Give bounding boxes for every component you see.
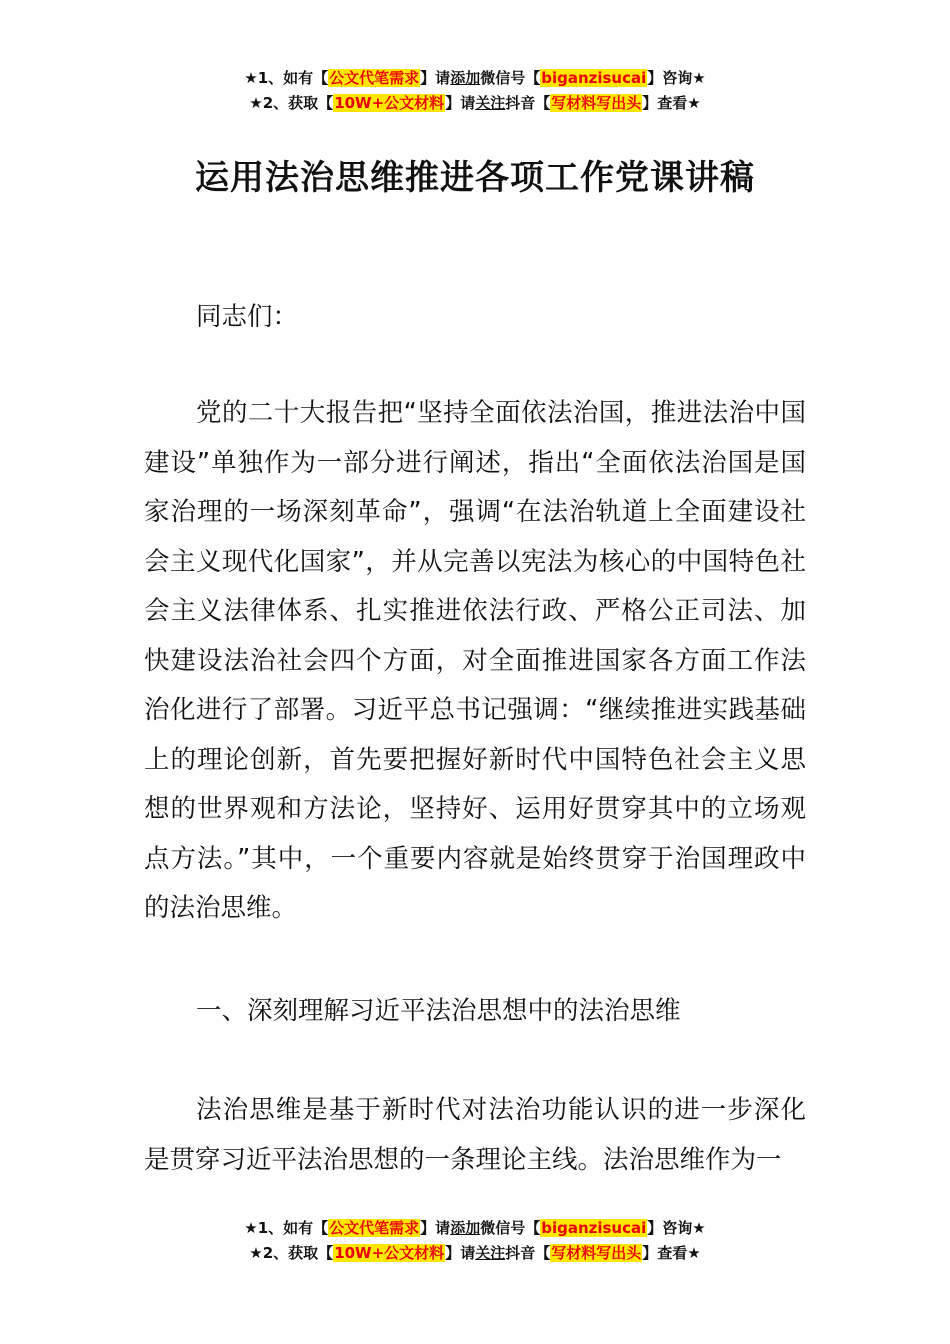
banner-text: ★1、如有【 [244, 69, 329, 87]
banner-text: 微信号【 [480, 69, 541, 87]
banner-text: 】咨询★ [647, 69, 706, 87]
banner-highlight: 公文代笔需求 [329, 69, 420, 87]
top-banner [0, 66, 950, 116]
banner-text: 】请 [445, 1244, 476, 1262]
banner-douyin-id: 写材料写出头 [551, 1244, 642, 1262]
banner-highlight: 公文代笔需求 [329, 1219, 420, 1237]
banner-text: 】请 [420, 1219, 451, 1237]
banner-text: ★2、获取【 [249, 94, 334, 112]
banner-line-1 [0, 1216, 950, 1241]
banner-highlight: 10W+公文材料 [334, 94, 445, 112]
banner-highlight: 10W+公文材料 [334, 1244, 445, 1262]
document-title: 运用法治思维推进各项工作党课讲稿 [195, 158, 755, 198]
banner-text: 】请 [445, 94, 476, 112]
banner-text: 】请 [420, 69, 451, 87]
paragraph: 法治思维是基于新时代对法治功能认识的进一步深化是贯穿习近平法治思想的一条理论主线。法治思维作为一 [144, 1095, 806, 1175]
banner-emphasis: 关注 [475, 1244, 506, 1262]
banner-emphasis: 关注 [475, 94, 506, 112]
banner-emphasis: 添加 [450, 69, 481, 87]
banner-line-1 [0, 66, 950, 91]
banner-text: 抖音【 [505, 94, 551, 112]
banner-douyin-id: 写材料写出头 [551, 94, 642, 112]
banner-wechat-id: biganzisucai [541, 1219, 647, 1237]
banner-line-2 [0, 1241, 950, 1266]
greeting: 同志们： [196, 302, 299, 332]
banner-text: 】咨询★ [647, 1219, 706, 1237]
banner-text: 微信号【 [480, 1219, 541, 1237]
paragraph: 党的二十大报告把“坚持全面依法治国，推进法治中国建设”单独作为一部分进行阐述，指出“全面依法治国是国家治理的一场深刻革命”，强调“在法治轨道上全面建设社会主义现代化国家”，并从完善以宪法为核心的中国特色社会主义法律体系、扎实推进依法行政、严格公正司法、加快建设法治社会四个方面，对全面推进国家各方面工作法治化进行了部署。习近平总书记强调：“继续推进实践基础上的理论创新，首先要把握好新时代中国特色社会主义思想的世界观和方法论，坚持好、运用好贯穿其中的立场观点方法。”其中，一个重要内容就是始终贯穿于治国理政中的法治思维。 [144, 398, 806, 923]
banner-text: 抖音【 [505, 1244, 551, 1262]
banner-text: ★2、获取【 [249, 1244, 334, 1262]
bottom-banner [0, 1216, 950, 1266]
banner-line-2 [0, 91, 950, 116]
banner-wechat-id: biganzisucai [541, 69, 647, 87]
banner-text: 】查看★ [642, 1244, 701, 1262]
banner-text: 】查看★ [642, 94, 701, 112]
banner-emphasis: 添加 [450, 1219, 481, 1237]
section-heading: 一、深刻理解习近平法治思想中的法治思维 [196, 996, 681, 1026]
banner-text: ★1、如有【 [244, 1219, 329, 1237]
